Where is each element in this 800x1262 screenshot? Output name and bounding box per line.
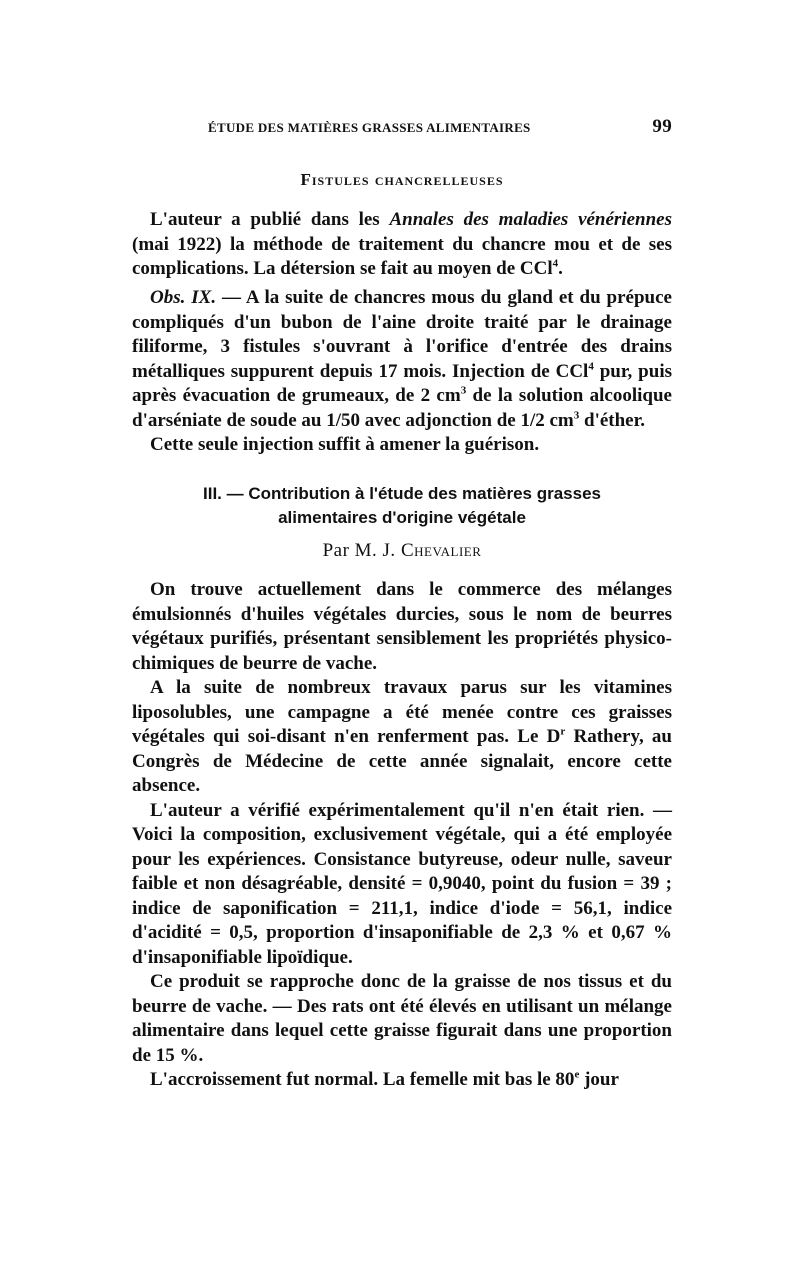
superscript: r	[560, 725, 566, 738]
author-line	[132, 540, 672, 562]
conclusion-paragraph: Cette seule injection suffit à amener la guérison.	[150, 434, 540, 455]
section-title: Fistules chancrelleuses	[300, 170, 504, 189]
heading-line-2: alimentaires d'origine végétale	[278, 508, 526, 527]
paragraph-1: On trouve actuellement dans le commerce des mélanges émulsionnés d'huiles végétales durcies, sous le nom de beurres végétaux purifiés, présentant sensiblement les propriétés physico-chimiques de beurre de vache.	[132, 579, 672, 674]
obs-text-d: d'éther.	[579, 409, 646, 431]
running-title: ÉTUDE DES MATIÈRES GRASSES ALIMENTAIRES	[208, 120, 531, 135]
observation-paragraph	[132, 286, 672, 433]
author-prefix: Par M. J.	[322, 540, 401, 561]
superscript: 3	[460, 384, 467, 397]
page-header	[132, 116, 672, 140]
paragraph-2	[132, 676, 672, 799]
superscript: 3	[573, 409, 580, 422]
paragraph-4: Ce produit se rapproche donc de la graisse de nos tissus et du beurre de vache. — Des rats ont été élevés en utilisant un mélange alimentaire dans lequel cette graisse figurait dans une proportion de 15 %.	[132, 971, 672, 1066]
intro-paragraph	[132, 208, 672, 282]
superscript: 4	[552, 257, 559, 270]
observation-block	[132, 286, 672, 458]
intro-text-c: .	[558, 258, 563, 279]
obs-text-b: pur, puis après évacuation de grumeaux, de 2 cm	[132, 360, 672, 406]
section3-body	[132, 578, 672, 1093]
section1-body	[132, 208, 672, 282]
paragraph-5	[132, 1068, 672, 1093]
p5-text-b: jour	[579, 1069, 619, 1090]
p2-text-a: A la suite de nombreux travaux parus sur les vitamines liposolubles, une campagne a été menée contre ces graisses végétales qui soi-disant n'en renferment pas. Le D	[132, 677, 672, 747]
observation-label: Obs. IX.	[150, 287, 217, 308]
section3-heading	[132, 482, 672, 530]
author-name: Chevalier	[400, 540, 482, 561]
heading-line-1: III. — Contribution à l'étude des matières grasses	[203, 484, 601, 503]
journal-title: Annales des maladies vénériennes	[389, 209, 672, 230]
intro-text-b: (mai 1922) la méthode de traitement du chancre mou et de ses complications. La détersion se fait au moyen de CCl	[132, 233, 672, 279]
intro-text-a: L'auteur a publié dans les	[150, 209, 390, 230]
p2-text-b: Rathery, au Congrès de Médecine de cette année signalait, encore cette absence.	[132, 726, 673, 796]
superscript: e	[574, 1068, 580, 1081]
obs-text-c: de la solution alcoolique d'arséniate de soude au 1/50 avec adjonction de 1/2 cm	[132, 385, 672, 431]
p5-text-a: L'accroissement fut normal. La femelle mit bas le 80	[150, 1069, 575, 1090]
obs-text-a: — A la suite de chancres mous du gland et du prépuce compliqués d'un bubon de l'aine droite traité par le drainage filiforme, 3 fistules s'ouvrant à l'orifice d'entrée des drains métalliques suppurent depuis 17 mois. Injection de CCl	[132, 287, 672, 382]
paragraph-3: L'auteur a vérifié expérimentalement qu'il n'en était rien. — Voici la composition, exclusivement végétale, qui a été employée pour les expériences. Consistance butyreuse, odeur nulle, saveur faible et non désagréable, densité = 0,9040, point du fusion = 39 ; indice de saponification = 211,1, indice d'iode = 56,1, indice d'acidité = 0,5, proportion d'insaponifiable de 2,3 % et 0,67 % d'insaponifiable lipoïdique.	[132, 799, 672, 968]
superscript: 4	[588, 360, 594, 373]
page-number: 99	[652, 116, 672, 137]
